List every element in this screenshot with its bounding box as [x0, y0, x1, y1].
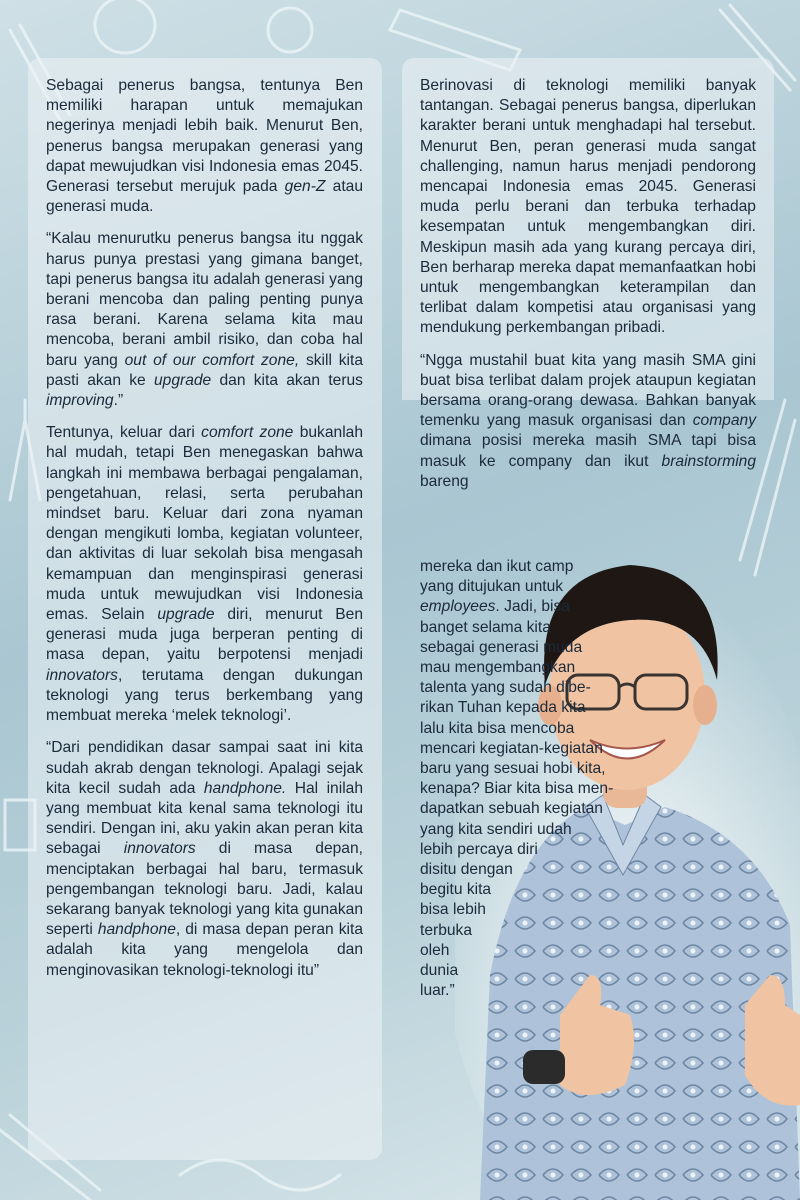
ear-right	[693, 685, 717, 725]
wristwatch	[523, 1050, 565, 1084]
left-column	[46, 76, 363, 993]
right-column	[420, 76, 756, 504]
paragraph-6-quote: “Ngga mustahil buat kita yang masih SMA gini buat bisa terlibat dalam projek ataupun kegiatan bersama orang-orang dewasa. Bahkan banyak temenku yang masuk organisasi dan company dimana posisi mereka masih SMA tapi bisa masuk ke company dan ikut brainstorming bareng	[420, 351, 756, 490]
paragraph-2-quote: “Kalau menurutku penerus bangsa itu nggak harus punya prestasi yang gimana banget, tapi penerus bangsa itu adalah generasi yang berani mencoba dan paling penting punya rasa berani. Karena selama kita mau mencoba, berani ambil risiko, dan coba hal baru yang out of our comfort zone, skill kita pasti akan ke upgrade dan kita akan terus improving.”	[46, 230, 363, 410]
paragraph-1: Sebagai penerus bangsa, tentunya Ben memiliki harapan untuk memajukan negerinya menjadi lebih baik. Menurut Ben, penerus bangsa merupakan generasi yang dapat mewujudkan visi Indonesia emas 2045. Generasi tersebut merujuk pada gen-Z atau generasi muda.	[46, 77, 363, 216]
paragraph-3: Tentunya, keluar dari comfort zone bukanlah hal mudah, tetapi Ben menegaskan bahwa langkah ini membawa berbagai pengalaman, pengetahuan, relasi, serta perubahan mindset baru. Keluar dari zona nyaman dengan mengikuti lomba, kegiatan volunteer, dan aktivitas di luar sekolah bisa mengasah kemampuan dan menginspirasi generasi muda untuk mewujudkan visi Indonesia emas. Selain upgrade diri, menurut Ben generasi muda juga berperan penting di masa depan, yaitu berpotensi menjadi innovators, terutama dengan dukungan teknologi yang terus berkembang yang membuat mereka ‘melek teknologi’.	[46, 424, 363, 725]
quote-wrap-around-photo: mereka dan ikut camp yang ditujukan untuk employees. Jadi, bisa banget selama kita sebagai generasi muda mau mengembangkan talenta yang sudah dibe- rikan Tuhan kepada kita lalu kita bisa mencoba mencari kegiatan-kegiatan baru yang sesuai hobi kita, kenapa? Biar kita bisa men- dapatkan sebuah kegiatan yang kita sendiri udah lebih percaya diri disitu dengan begitu kita bisa lebih terbuka oleh dunia luar.”	[420, 558, 614, 1000]
scribble-doodle	[180, 1160, 340, 1190]
grade-circle-doodle	[95, 0, 155, 53]
paragraph-5: Berinovasi di teknologi memiliki banyak tantangan. Sebagai penerus bangsa, diperlukan karakter berani untuk menghadapi hal tersebut. Menurut Ben, peran generasi muda sangat challenging, namun harus menjadi pendorong mencapai Indonesia emas 2045. Generasi muda perlu berani dan terbuka terhadap kesempatan untuk mengembangkan diri. Meskipun masih ada yang kurang percaya diri, Ben berharap mereka dapat memanfaatkan hobi untuk mengembangkan keterampilan dan terlibat dalam kompetisi atau organisasi yang mendukung perkembangan pribadi.	[420, 77, 756, 337]
gear-doodle	[268, 8, 312, 52]
paragraph-4-quote: “Dari pendidikan dasar sampai saat ini kita sudah akrab dengan teknologi. Apalagi sejak kita kecil sudah ada handphone. Hal inilah yang membuat kita kenal sama teknologi itu sendiri. Dengan ini, aku yakin akan peran kita sebagai innovators di masa depan, menciptakan berbagai hal baru, termasuk pengembangan teknologi baru. Jadi, kalau sekarang banyak teknologi yang kita gunakan seperti handphone, di masa depan peran kita adalah kita yang mengelola dan menginovasikan teknologi-teknologi itu”	[46, 739, 363, 979]
